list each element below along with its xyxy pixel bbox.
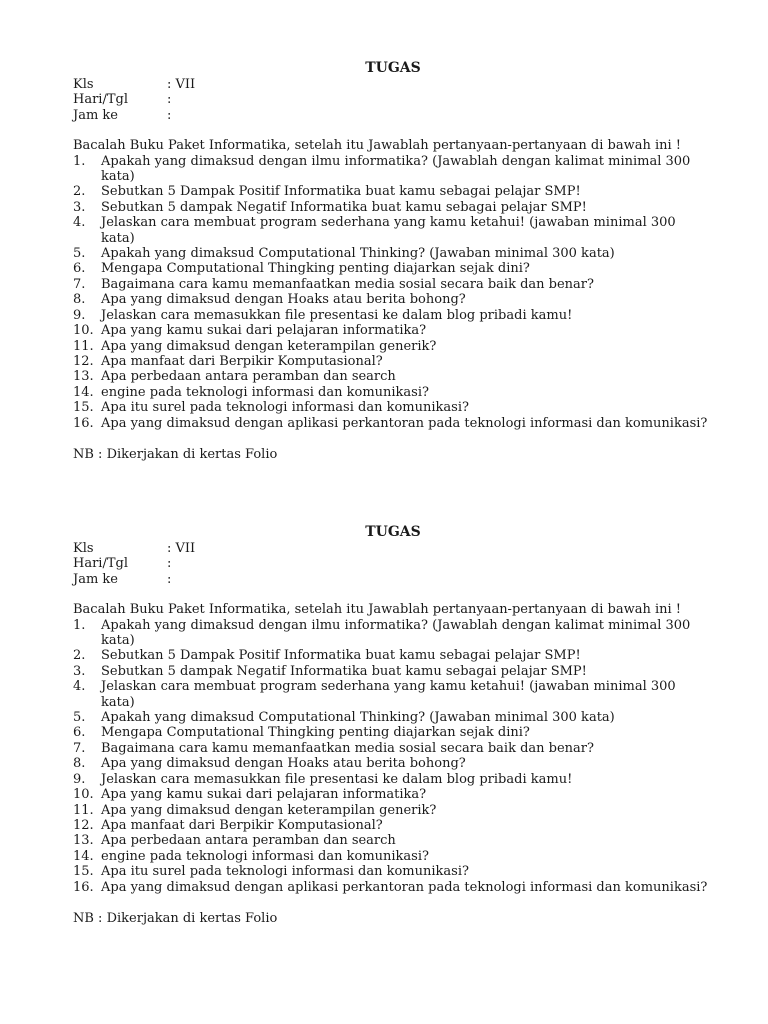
question-item [73,369,713,384]
question-text: Apa itu surel pada teknologi informasi dan komunikasi? [101,400,469,416]
question-text: Apa itu surel pada teknologi informasi dan komunikasi? [101,864,469,880]
question-text: Sebutkan 5 Dampak Positif Informatika buat kamu sebagai pelajar SMP! [101,184,581,200]
question-text: engine pada teknologi informasi dan komunikasi? [101,384,429,400]
question-text: Jelaskan cara membuat program sederhana yang kamu ketahui! (jawaban minimal 300 kata) [101,679,676,710]
question-item [73,184,713,199]
question-item [73,277,713,292]
question-text: Sebutkan 5 dampak Negatif Informatika buat kamu sebagai pelajar SMP! [101,199,587,215]
question-text: Apa manfaat dari Berpikir Komputasional? [101,353,383,369]
question-number: 6. [73,725,86,741]
meta-label: Hari/Tgl [73,92,128,108]
question-item [73,679,713,710]
meta-value: : VII [167,77,196,92]
question-text: Jelaskan cara memasukkan file presentasi ke dalam blog pribadi kamu! [101,771,573,787]
question-number: 2. [73,184,86,200]
question-item [73,803,713,818]
question-text: Jelaskan cara membuat program sederhana yang kamu ketahui! (jawaban minimal 300 kata) [101,215,676,246]
question-text: Apakah yang dimaksud dengan ilmu informatika? (Jawablah dengan kalimat minimal 300 kata) [101,617,691,649]
question-text: Jelaskan cara memasukkan file presentasi ke dalam blog pribadi kamu! [101,307,573,323]
question-text: Apakah yang dimaksud Computational Thinking? (Jawaban minimal 300 kata) [101,710,615,726]
question-number: 1. [73,617,86,633]
question-text: Apakah yang dimaksud Computational Thinking? (Jawaban minimal 300 kata) [101,246,615,262]
question-item [73,741,713,756]
meta-label: Jam ke [73,107,118,123]
question-number: 13. [73,833,94,849]
question-item [73,818,713,833]
question-item [73,339,713,354]
question-item [73,354,713,369]
question-number: 9. [73,771,86,787]
question-text: Sebutkan 5 Dampak Positif Informatika buat kamu sebagai pelajar SMP! [101,648,581,664]
question-text: engine pada teknologi informasi dan komunikasi? [101,848,429,864]
question-item [73,200,713,215]
meta-row-kls [73,541,713,556]
question-item [73,787,713,802]
footnote: NB : Dikerjakan di kertas Folio [73,910,278,926]
question-text: Bagaimana cara kamu memanfaatkan media sosial secara baik dan benar? [101,740,594,756]
question-number: 9. [73,307,86,323]
question-number: 11. [73,338,94,354]
question-number: 10. [73,787,94,803]
question-number: 12. [73,817,94,833]
question-number: 1. [73,153,86,169]
page-title: TUGAS [365,524,421,540]
question-item [73,154,713,185]
question-text: Sebutkan 5 dampak Negatif Informatika buat kamu sebagai pelajar SMP! [101,663,587,679]
question-item [73,864,713,879]
question-number: 8. [73,292,86,308]
meta-value: : [167,107,172,123]
question-text: Apa yang dimaksud dengan aplikasi perkantoran pada teknologi informasi dan komunikasi? [101,879,708,895]
question-number: 7. [73,740,86,756]
question-number: 2. [73,648,86,664]
question-number: 15. [73,400,94,416]
question-number: 11. [73,802,94,818]
question-number: 13. [73,369,94,385]
instructions-text: Bacalah Buku Paket Informatika, setelah itu Jawablah pertanyaan-pertanyaan di bawah ini ! [73,602,681,618]
question-item [73,385,713,400]
footnote: NB : Dikerjakan di kertas Folio [73,446,278,462]
meta-value: : [167,92,172,108]
question-number: 14. [73,384,94,400]
question-number: 3. [73,663,86,679]
meta-label: Hari/Tgl [73,556,128,572]
question-number: 14. [73,848,94,864]
meta-label: Jam ke [73,571,118,587]
question-number: 6. [73,261,86,277]
meta-label: Kls [73,541,94,556]
question-number: 3. [73,199,86,215]
question-item [73,215,713,246]
question-item [73,849,713,864]
instructions-text: Bacalah Buku Paket Informatika, setelah itu Jawablah pertanyaan-pertanyaan di bawah ini ! [73,138,681,154]
question-item [73,323,713,338]
question-item [73,261,713,276]
page-title: TUGAS [365,60,421,76]
meta-value: : [167,571,172,587]
question-item [73,833,713,848]
meta-block [73,541,713,587]
question-item [73,416,713,431]
question-text: Bagaimana cara kamu memanfaatkan media sosial secara baik dan benar? [101,276,594,292]
question-item [73,772,713,787]
question-item [73,246,713,261]
question-text: Apa yang kamu sukai dari pelajaran informatika? [101,787,427,803]
meta-row-hari-tgl [73,556,713,571]
assignment-sheet-1 [73,60,713,462]
question-item [73,618,713,649]
question-list [73,154,713,431]
question-item [73,756,713,771]
question-item [73,400,713,415]
question-item [73,880,713,895]
question-number: 16. [73,415,94,431]
question-number: 15. [73,864,94,880]
question-item [73,725,713,740]
assignment-sheet-2 [73,524,713,926]
question-list [73,618,713,895]
question-item [73,664,713,679]
question-text: Apakah yang dimaksud dengan ilmu informatika? (Jawablah dengan kalimat minimal 300 kata) [101,153,691,185]
question-number: 5. [73,246,86,262]
question-number: 7. [73,276,86,292]
meta-row-hari-tgl [73,92,713,107]
question-number: 8. [73,756,86,772]
question-number: 4. [73,215,86,231]
question-text: Apa yang dimaksud dengan keterampilan generik? [101,338,437,354]
meta-row-jam-ke [73,108,713,123]
meta-value: : VII [167,541,196,556]
question-text: Apa yang kamu sukai dari pelajaran informatika? [101,323,427,339]
question-number: 16. [73,879,94,895]
question-text: Mengapa Computational Thingking penting diajarkan sejak dini? [101,261,530,277]
question-text: Apa yang dimaksud dengan aplikasi perkantoran pada teknologi informasi dan komunikasi? [101,415,708,431]
question-text: Apa yang dimaksud dengan Hoaks atau berita bohong? [101,292,466,308]
meta-row-kls [73,77,713,92]
question-number: 10. [73,323,94,339]
question-item [73,292,713,307]
meta-block [73,77,713,123]
question-number: 4. [73,679,86,695]
question-item [73,710,713,725]
question-text: Apa perbedaan antara peramban dan search [101,833,396,849]
question-number: 5. [73,710,86,726]
question-text: Apa yang dimaksud dengan Hoaks atau berita bohong? [101,756,466,772]
question-text: Apa yang dimaksud dengan keterampilan generik? [101,802,437,818]
question-text: Mengapa Computational Thingking penting diajarkan sejak dini? [101,725,530,741]
question-item [73,648,713,663]
meta-row-jam-ke [73,572,713,587]
meta-label: Kls [73,77,94,92]
question-text: Apa manfaat dari Berpikir Komputasional? [101,817,383,833]
meta-value: : [167,556,172,572]
question-text: Apa perbedaan antara peramban dan search [101,369,396,385]
question-number: 12. [73,353,94,369]
question-item [73,308,713,323]
